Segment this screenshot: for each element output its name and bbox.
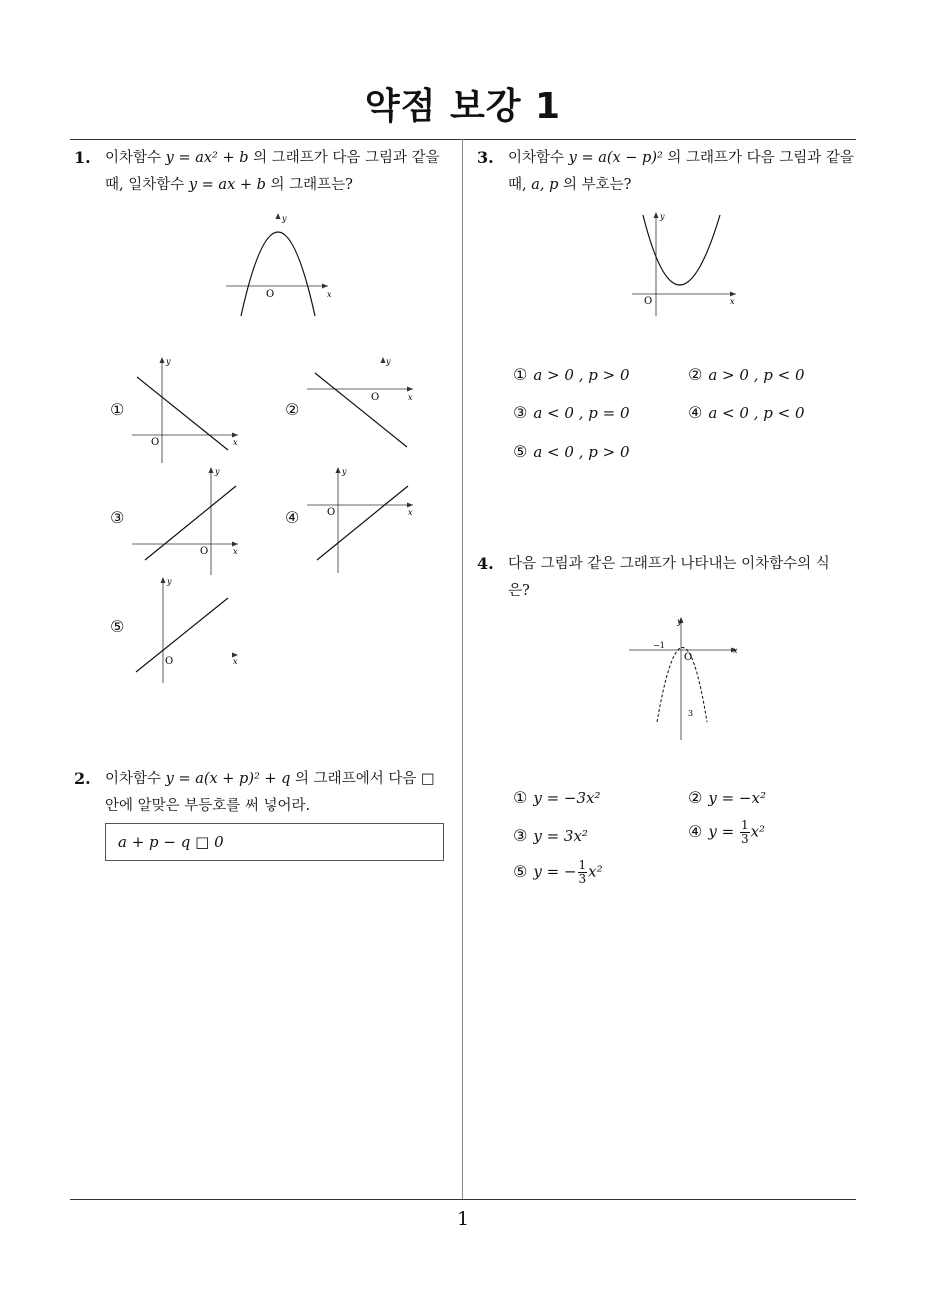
- column-divider: [462, 139, 463, 1199]
- q3-origin: O: [644, 296, 653, 307]
- q2-number: 2.: [74, 769, 91, 788]
- q3-text: 이차함수 y = a(x − p)² 의 그래프가 다음 그림과 같을 때, a, p 의 부호는?: [508, 150, 854, 193]
- q2-formula: y = a(x + p)² + q: [165, 771, 291, 787]
- q3-parabola-graph: [630, 210, 745, 320]
- choice-3-origin: O: [200, 546, 209, 557]
- q3-option-2[interactable]: ② a > 0 , p < 0: [688, 365, 805, 384]
- q1-formula-1: y = ax² + b: [165, 150, 249, 166]
- choice-4-y-label: y: [342, 467, 347, 476]
- q1-formula-2: y = ax + b: [188, 177, 266, 193]
- q1-choice-3-mark[interactable]: ③: [110, 508, 125, 527]
- q4-parabola-graph: [625, 615, 745, 745]
- q3-option-4[interactable]: ④ a < 0 , p < 0: [688, 403, 805, 422]
- q4-y-label: y: [677, 617, 682, 626]
- q1-x-label: x: [327, 290, 332, 299]
- q1-number: 1.: [74, 148, 91, 167]
- q4-x-label: x: [733, 646, 738, 655]
- choice-1-origin: O: [151, 437, 160, 448]
- top-rule: [70, 139, 856, 140]
- choice-5-y-label: y: [167, 577, 172, 586]
- page-title: 약점 보강 1: [364, 86, 562, 127]
- choice-1-y-label: y: [166, 357, 171, 366]
- choice-2-origin: O: [371, 392, 380, 403]
- q1-choice-5-mark[interactable]: ⑤: [110, 617, 125, 636]
- q3-option-1[interactable]: ① a > 0 , p > 0: [513, 365, 630, 384]
- q3-option-5[interactable]: ⑤ a < 0 , p > 0: [513, 442, 630, 461]
- choice-3-x-label: x: [233, 547, 238, 556]
- q1-parabola-graph: [220, 210, 340, 320]
- page-number: 1: [456, 1208, 470, 1230]
- q1-choice-3-graph[interactable]: [130, 465, 245, 577]
- q3-number: 3.: [477, 148, 494, 167]
- q1-choice-1-mark[interactable]: ①: [110, 400, 125, 419]
- q1-choice-4-graph[interactable]: [305, 465, 420, 577]
- q2-answer-box[interactable]: [105, 823, 444, 861]
- q1-choice-4-mark[interactable]: ④: [285, 508, 300, 527]
- q1-text: 이차함수 y = ax² + b 의 그래프가 다음 그림과 같을 때, 일차함수 y = ax + b 의 그래프는?: [105, 150, 440, 193]
- q4-option-3[interactable]: ③ y = 3x²: [513, 826, 588, 845]
- choice-4-origin: O: [327, 507, 336, 518]
- q4-option-4[interactable]: ④ y = $\frac{1}{3}$ x²: [688, 818, 766, 846]
- choice-4-x-label: x: [408, 508, 413, 517]
- choice-5-x-label: x: [233, 657, 238, 666]
- choice-3-y-label: y: [215, 467, 220, 476]
- q1-choice-1-graph[interactable]: [130, 355, 245, 465]
- q3-option-3[interactable]: ③ a < 0 , p = 0: [513, 403, 630, 422]
- bottom-rule: [70, 1199, 856, 1200]
- q3-vars: a, p: [531, 177, 559, 193]
- q3-x-label: x: [730, 297, 735, 306]
- q1-choice-2-graph[interactable]: [305, 355, 420, 455]
- q2-box-expression: a + p − q □ 0: [118, 833, 224, 851]
- q4-option-5[interactable]: ⑤ y = − $\frac{1}{3}$ x²: [513, 858, 603, 886]
- q4-option-1[interactable]: ① y = −3x²: [513, 788, 601, 807]
- q4-three-label: 3: [688, 709, 694, 718]
- choice-2-y-label: y: [386, 357, 391, 366]
- q4-option-2[interactable]: ② y = −x²: [688, 788, 766, 807]
- q4-text: 다음 그림과 같은 그래프가 나타내는 이차함수의 식 은?: [508, 556, 830, 599]
- q1-y-label: y: [282, 214, 287, 223]
- q3-formula: y = a(x − p)²: [568, 150, 663, 166]
- q2-text: 이차함수 y = a(x + p)² + q 의 그래프에서 다음 □ 안에 알맞은 부등호를 써 넣어라.: [105, 771, 435, 814]
- q1-choice-2-mark[interactable]: ②: [285, 400, 300, 419]
- q3-y-label: y: [660, 212, 665, 221]
- choice-2-x-label: x: [408, 393, 413, 402]
- q1-choice-5-graph[interactable]: [130, 575, 245, 687]
- choice-5-origin: O: [165, 656, 174, 667]
- choice-1-x-label: x: [233, 438, 238, 447]
- q4-number: 4.: [477, 554, 494, 573]
- q1-origin-label: O: [266, 289, 275, 300]
- q4-origin: O: [684, 652, 693, 663]
- q4-minus1-label: −1: [653, 641, 665, 650]
